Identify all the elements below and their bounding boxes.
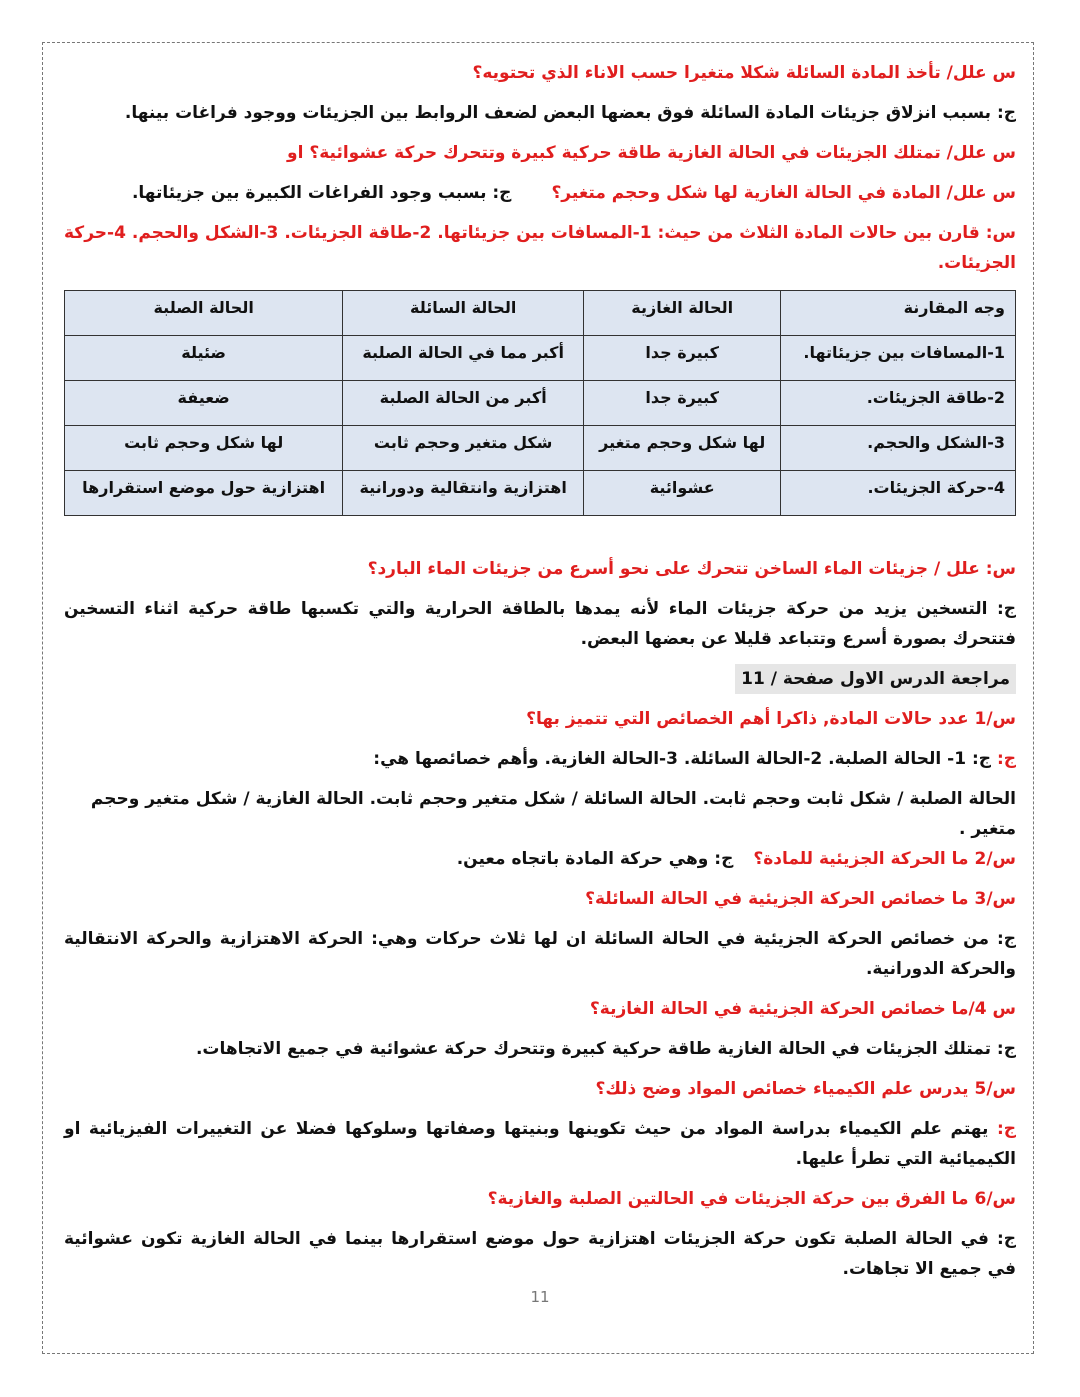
question-5: س: علل / جزيئات الماء الساخن تتحرك على نحو أسرع من جزيئات الماء البارد؟ — [367, 559, 1016, 579]
page-number: 11 — [530, 1288, 550, 1306]
review-question-2: س/2 ما الحركة الجزيئية للمادة؟ — [753, 849, 1016, 869]
table-cell: لها شكل وحجم ثابت — [65, 426, 343, 471]
review-answer-6: ج: في الحالة الصلبة تكون حركة الجزيئات اهتزازية حول موضع استقرارها بينما في الحالة الغازية تكون عشوائية في جميع الا تجاهات. — [64, 1229, 1016, 1279]
table-cell: 1-المسافات بين جزيئاتها. — [781, 336, 1016, 381]
review-heading: مراجعة الدرس الاول صفحة / 11 — [735, 664, 1016, 694]
review-answer-3: ج: من خصائص الحركة الجزيئية في الحالة السائلة ان لها ثلاث حركات وهي: الحركة الاهتزازية والحركة الانتقالية والحركة الدورانية. — [64, 929, 1016, 979]
answer-5: ج: التسخين يزيد من حركة جزيئات الماء لأنه يمدها بالطاقة الحرارية والتي تكسبها طاقة حركية اثناء التسخين فتتحرك بصورة أسرع وتتباعد قليلا عن بعضها البعض. — [64, 599, 1016, 649]
review-answer-1-properties: الحالة الصلبة / شكل ثابت وحجم ثابت. الحالة السائلة / شكل متغير وحجم ثابت. الحالة الغازية / شكل متغير وحجم متغير . — [90, 789, 1016, 839]
answer-3: ج: بسبب وجود الفراغات الكبيرة بين جزيئاتها. — [131, 183, 512, 203]
table-cell: كبيرة جدا — [584, 381, 781, 426]
review-question-4: س 4/ما خصائص الحركة الجزيئية في الحالة الغازية؟ — [589, 999, 1016, 1019]
review-answer-2: ج: وهي حركة المادة باتجاه معين. — [456, 849, 734, 869]
table-cell: 3-الشكل والحجم. — [781, 426, 1016, 471]
review-answer-5: يهتم علم الكيمياء بدراسة المواد من حيث تكوينها وبنيتها وصفاتها وسلوكها فضلا عن التغييرات الفيزيائية او الكيميائية التي تطرأ عليها. — [64, 1119, 1016, 1169]
review-question-5: س/5 يدرس علم الكيمياء خصائص المواد وضح ذلك؟ — [595, 1079, 1016, 1099]
review-answer-1-row — [64, 744, 1016, 774]
table-row — [65, 381, 1016, 426]
table-row — [65, 336, 1016, 381]
review-question-2-row — [64, 844, 1016, 874]
table-header-cell: الحالة الصلبة — [65, 291, 343, 336]
table-cell: أكبر من الحالة الصلبة — [343, 381, 584, 426]
page-content — [64, 58, 1016, 1284]
question-3-row — [64, 178, 1016, 208]
table-cell: اهتزازية حول موضع استقرارها — [65, 471, 343, 516]
answer-1: ج: بسبب انزلاق جزيئات المادة السائلة فوق بعضها البعض لضعف الروابط بين الجزيئات ووجود فراغات بينها. — [124, 103, 1016, 123]
review-answer-1: ج: 1- الحالة الصلبة. 2-الحالة السائلة. 3-الحالة الغازية. وأهم خصائصها هي: — [373, 749, 992, 769]
table-row — [65, 426, 1016, 471]
question-2: س علل/ تمتلك الجزيئات في الحالة الغازية طاقة حركية كبيرة وتتحرك حركة عشوائية؟ او — [287, 143, 1016, 163]
table-cell: ضعيفة — [65, 381, 343, 426]
table-header-row — [65, 291, 1016, 336]
question-1: س علل/ تأخذ المادة السائلة شكلا متغيرا حسب الاناء الذي تحتويه؟ — [472, 63, 1016, 83]
table-cell: كبيرة جدا — [584, 336, 781, 381]
table-cell: اهتزازية وانتقالية ودورانية — [343, 471, 584, 516]
table-cell: أكبر مما في الحالة الصلبة — [343, 336, 584, 381]
table-cell: عشوائية — [584, 471, 781, 516]
table-header-cell: وجه المقارنة — [781, 291, 1016, 336]
table-header-cell: الحالة السائلة — [343, 291, 584, 336]
question-4: س: قارن بين حالات المادة الثلاث من حيث: 1-المسافات بين جزيئاتها. 2-طاقة الجزيئات. 3-الشكل والحجم. 4-حركة الجزيئات. — [64, 223, 1016, 273]
table-cell: 4-حركة الجزيئات. — [781, 471, 1016, 516]
review-question-3: س/3 ما خصائص الحركة الجزيئية في الحالة السائلة؟ — [585, 889, 1016, 909]
table-header-cell: الحالة الغازية — [584, 291, 781, 336]
review-answer-5-prefix: ج: — [996, 1119, 1017, 1139]
review-question-6: س/6 ما الفرق بين حركة الجزيئات في الحالتين الصلبة والغازية؟ — [487, 1189, 1016, 1209]
table-cell: لها شكل وحجم متغير — [584, 426, 781, 471]
table-row — [65, 471, 1016, 516]
question-3: س علل/ المادة في الحالة الغازية لها شكل وحجم متغير؟ — [551, 183, 1016, 203]
table-cell: ضئيلة — [65, 336, 343, 381]
review-heading-row — [64, 664, 1016, 694]
table-cell: 2-طاقة الجزيئات. — [781, 381, 1016, 426]
table-cell: شكل متغير وحجم ثابت — [343, 426, 584, 471]
review-answer-5-row — [64, 1114, 1016, 1174]
review-question-1: س/1 عدد حالات المادة, ذاكرا أهم الخصائص التي تتميز بها؟ — [526, 709, 1016, 729]
review-answer-4: ج: تمتلك الجزيئات في الحالة الغازية طاقة حركية كبيرة وتتحرك حركة عشوائية في جميع الاتجاهات. — [195, 1039, 1016, 1059]
review-answer-1-prefix: ج: — [996, 749, 1016, 769]
comparison-table — [64, 290, 1016, 516]
